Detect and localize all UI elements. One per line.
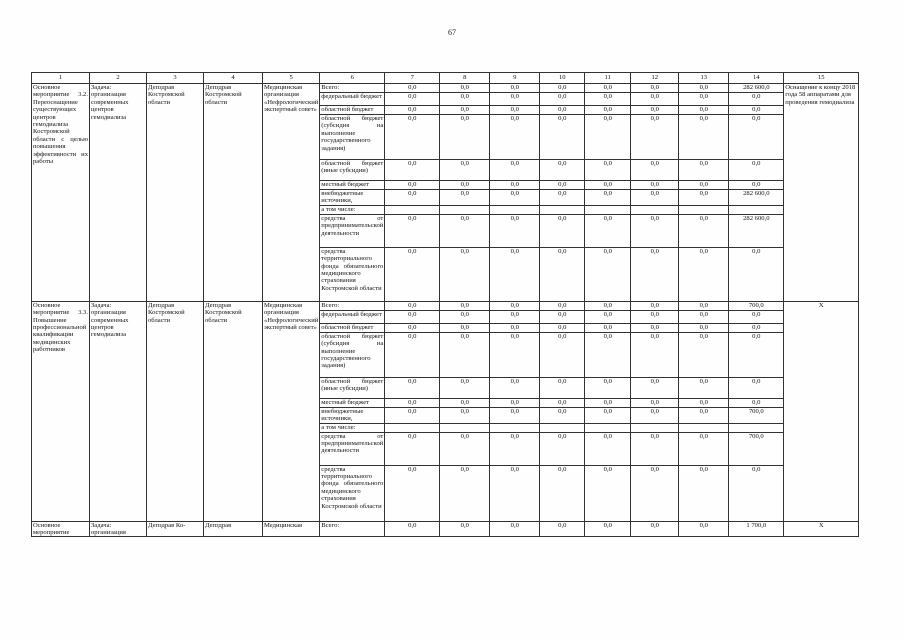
value-cell: 0,0: [385, 432, 440, 465]
value-cell: 0,0: [540, 247, 585, 301]
funding-source-cell: областной бюджет (иные субсидии): [320, 160, 385, 181]
value-cell: [385, 205, 440, 214]
funding-source-cell: федеральный бюджет: [320, 310, 385, 323]
value-cell: 0,0: [540, 398, 585, 407]
value-cell: 0,0: [385, 247, 440, 301]
value-cell: 0,0: [385, 106, 440, 115]
column-header: 3: [147, 73, 204, 84]
value-cell: 0,0: [385, 214, 440, 247]
table-row: [32, 84, 859, 93]
value-cell: 0,0: [679, 377, 729, 398]
coexecutor-cell: Депздрав Костромской области: [204, 84, 263, 302]
value-cell: 0,0: [679, 115, 729, 160]
value-cell: 0,0: [540, 93, 585, 106]
value-cell: 700,0: [729, 432, 784, 465]
value-cell: 0,0: [540, 310, 585, 323]
funding-source-cell: местный бюджет: [320, 398, 385, 407]
funding-source-cell: федеральный бюджет: [320, 93, 385, 106]
value-cell: 0,0: [385, 377, 440, 398]
value-cell: 0,0: [679, 398, 729, 407]
value-cell: [729, 423, 784, 432]
value-cell: 0,0: [679, 301, 729, 310]
program-table: [31, 72, 859, 537]
value-cell: 0,0: [631, 93, 679, 106]
value-cell: 0,0: [540, 323, 585, 332]
value-cell: 0,0: [631, 310, 679, 323]
task-cell: Задача: организация современных центров гемодиализа: [90, 301, 147, 521]
value-cell: 0,0: [631, 301, 679, 310]
value-cell: 0,0: [385, 310, 440, 323]
value-cell: [585, 423, 631, 432]
activity-cell: Основное мероприятие: [32, 521, 90, 537]
column-header: 4: [204, 73, 263, 84]
value-cell: 0,0: [490, 521, 540, 537]
value-cell: 0,0: [729, 310, 784, 323]
value-cell: 0,0: [540, 214, 585, 247]
value-cell: 0,0: [585, 84, 631, 93]
value-cell: 0,0: [585, 407, 631, 423]
value-cell: 0,0: [490, 190, 540, 206]
funding-source-cell: а том числе:: [320, 205, 385, 214]
page-number: 67: [448, 28, 456, 37]
value-cell: 0,0: [385, 115, 440, 160]
header-row: [32, 73, 859, 84]
value-cell: 0,0: [729, 106, 784, 115]
value-cell: 0,0: [440, 190, 490, 206]
value-cell: 0,0: [490, 407, 540, 423]
value-cell: 0,0: [540, 181, 585, 190]
value-cell: 0,0: [729, 398, 784, 407]
value-cell: 0,0: [679, 160, 729, 181]
value-cell: 0,0: [679, 521, 729, 537]
value-cell: [490, 423, 540, 432]
value-cell: 0,0: [440, 115, 490, 160]
value-cell: 0,0: [540, 84, 585, 93]
task-cell: Задача: организация: [90, 521, 147, 537]
value-cell: 0,0: [631, 377, 679, 398]
value-cell: 0,0: [385, 190, 440, 206]
value-cell: 0,0: [729, 115, 784, 160]
value-cell: 0,0: [490, 84, 540, 93]
value-cell: 0,0: [440, 301, 490, 310]
value-cell: 0,0: [440, 323, 490, 332]
value-cell: 0,0: [585, 115, 631, 160]
value-cell: 0,0: [729, 465, 784, 521]
value-cell: 0,0: [440, 465, 490, 521]
value-cell: 0,0: [679, 432, 729, 465]
value-cell: 0,0: [679, 323, 729, 332]
value-cell: 0,0: [679, 332, 729, 377]
value-cell: 0,0: [540, 115, 585, 160]
value-cell: 0,0: [631, 214, 679, 247]
value-cell: 0,0: [729, 323, 784, 332]
column-header: 6: [320, 73, 385, 84]
table-row: [32, 521, 859, 537]
value-cell: 0,0: [490, 115, 540, 160]
participant-cell: Медицинская организация «Нефрологический экспертный совет»: [263, 301, 320, 521]
value-cell: [490, 205, 540, 214]
value-cell: 0,0: [679, 214, 729, 247]
value-cell: 0,0: [729, 332, 784, 377]
funding-source-cell: областной бюджет (субсидия на выполнение государственного задания): [320, 332, 385, 377]
value-cell: 0,0: [385, 407, 440, 423]
funding-source-cell: областной бюджет: [320, 323, 385, 332]
value-cell: 0,0: [385, 84, 440, 93]
value-cell: 0,0: [440, 432, 490, 465]
indicator-cell: X: [784, 521, 859, 537]
executor-cell: Депздрав Костромской области: [147, 301, 204, 521]
funding-source-cell: областной бюджет (иные субсидии): [320, 377, 385, 398]
value-cell: 282 600,0: [729, 190, 784, 206]
value-cell: 0,0: [540, 521, 585, 537]
value-cell: 700,0: [729, 301, 784, 310]
funding-source-cell: областной бюджет (субсидия на выполнение государственного задания): [320, 115, 385, 160]
value-cell: [631, 423, 679, 432]
value-cell: 0,0: [385, 465, 440, 521]
column-header: 12: [631, 73, 679, 84]
value-cell: 0,0: [729, 160, 784, 181]
value-cell: 0,0: [585, 214, 631, 247]
value-cell: 0,0: [540, 106, 585, 115]
funding-source-cell: Всего:: [320, 84, 385, 93]
task-cell: Задача: организация современных центров гемодиализа: [90, 84, 147, 302]
funding-source-cell: средства от предпринимательской деятельности: [320, 214, 385, 247]
participant-cell: Медицинская: [263, 521, 320, 537]
value-cell: [540, 423, 585, 432]
value-cell: 0,0: [490, 160, 540, 181]
value-cell: 0,0: [540, 377, 585, 398]
value-cell: 0,0: [729, 377, 784, 398]
value-cell: 0,0: [631, 465, 679, 521]
value-cell: 0,0: [679, 106, 729, 115]
column-header: 8: [440, 73, 490, 84]
coexecutor-cell: Депздрав Костромской области: [204, 301, 263, 521]
value-cell: 0,0: [679, 190, 729, 206]
value-cell: 0,0: [631, 432, 679, 465]
value-cell: 0,0: [585, 190, 631, 206]
value-cell: 0,0: [385, 301, 440, 310]
value-cell: 0,0: [440, 214, 490, 247]
value-cell: 0,0: [585, 332, 631, 377]
value-cell: 0,0: [729, 93, 784, 106]
value-cell: 0,0: [540, 190, 585, 206]
value-cell: 0,0: [585, 323, 631, 332]
value-cell: 0,0: [490, 93, 540, 106]
value-cell: 0,0: [440, 332, 490, 377]
table-row: [32, 301, 859, 310]
funding-source-cell: Всего:: [320, 301, 385, 310]
value-cell: [440, 423, 490, 432]
value-cell: 0,0: [440, 181, 490, 190]
value-cell: 1 700,0: [729, 521, 784, 537]
value-cell: 0,0: [490, 181, 540, 190]
value-cell: 0,0: [385, 160, 440, 181]
column-header: 1: [32, 73, 90, 84]
value-cell: 0,0: [679, 407, 729, 423]
value-cell: 0,0: [385, 398, 440, 407]
value-cell: 0,0: [440, 377, 490, 398]
value-cell: 0,0: [585, 398, 631, 407]
value-cell: 0,0: [631, 398, 679, 407]
value-cell: 0,0: [679, 93, 729, 106]
value-cell: 0,0: [585, 521, 631, 537]
value-cell: 0,0: [490, 106, 540, 115]
value-cell: 0,0: [679, 84, 729, 93]
value-cell: 0,0: [440, 521, 490, 537]
value-cell: 0,0: [440, 93, 490, 106]
column-header: 5: [263, 73, 320, 84]
value-cell: 0,0: [585, 465, 631, 521]
value-cell: [679, 205, 729, 214]
value-cell: 0,0: [540, 465, 585, 521]
value-cell: 0,0: [631, 190, 679, 206]
funding-source-cell: средства территориального фонда обязательного медицинского страхования Костромской области: [320, 465, 385, 521]
value-cell: 282 600,0: [729, 214, 784, 247]
value-cell: 0,0: [679, 247, 729, 301]
value-cell: 0,0: [585, 301, 631, 310]
value-cell: 700,0: [729, 407, 784, 423]
value-cell: [440, 205, 490, 214]
column-header: 7: [385, 73, 440, 84]
value-cell: 0,0: [385, 323, 440, 332]
value-cell: 0,0: [490, 310, 540, 323]
value-cell: 0,0: [490, 332, 540, 377]
value-cell: 0,0: [490, 377, 540, 398]
value-cell: 0,0: [585, 160, 631, 181]
value-cell: 0,0: [679, 310, 729, 323]
indicator-cell: Оснащение к концу 2018 года 58 аппаратами для проведения гемодиализа: [784, 84, 859, 302]
funding-source-cell: средства от предпринимательской деятельности: [320, 432, 385, 465]
funding-source-cell: областной бюджет: [320, 106, 385, 115]
value-cell: 0,0: [490, 323, 540, 332]
activity-cell: Основное мероприятие 3.2. Переоснащение существующих центров гемодиализа Костромской области с целью повышения эффективности их работы: [32, 84, 90, 302]
value-cell: 0,0: [631, 247, 679, 301]
value-cell: 0,0: [440, 160, 490, 181]
value-cell: 0,0: [585, 106, 631, 115]
value-cell: 0,0: [585, 247, 631, 301]
value-cell: 0,0: [631, 160, 679, 181]
executor-cell: Депздрав Ко-: [147, 521, 204, 537]
column-header: 2: [90, 73, 147, 84]
value-cell: 0,0: [440, 407, 490, 423]
value-cell: 0,0: [585, 181, 631, 190]
value-cell: 0,0: [440, 84, 490, 93]
value-cell: 0,0: [540, 301, 585, 310]
value-cell: [385, 423, 440, 432]
value-cell: 0,0: [631, 84, 679, 93]
funding-source-cell: Всего:: [320, 521, 385, 537]
column-header: 11: [585, 73, 631, 84]
coexecutor-cell: Депздрав: [204, 521, 263, 537]
value-cell: [540, 205, 585, 214]
column-header: 13: [679, 73, 729, 84]
funding-source-cell: а том числе:: [320, 423, 385, 432]
value-cell: [679, 423, 729, 432]
column-header: 9: [490, 73, 540, 84]
value-cell: 0,0: [440, 106, 490, 115]
value-cell: 0,0: [490, 301, 540, 310]
value-cell: [729, 205, 784, 214]
value-cell: 0,0: [385, 93, 440, 106]
value-cell: 0,0: [440, 247, 490, 301]
value-cell: 282 600,0: [729, 84, 784, 93]
column-header: 15: [784, 73, 859, 84]
value-cell: [585, 205, 631, 214]
value-cell: 0,0: [540, 160, 585, 181]
value-cell: 0,0: [679, 181, 729, 190]
value-cell: [631, 205, 679, 214]
value-cell: 0,0: [585, 93, 631, 106]
value-cell: 0,0: [540, 407, 585, 423]
value-cell: 0,0: [679, 465, 729, 521]
value-cell: 0,0: [490, 398, 540, 407]
value-cell: 0,0: [729, 181, 784, 190]
funding-source-cell: местный бюджет: [320, 181, 385, 190]
value-cell: 0,0: [385, 181, 440, 190]
funding-source-cell: внебюджетные источники,: [320, 190, 385, 206]
value-cell: 0,0: [440, 310, 490, 323]
value-cell: 0,0: [440, 398, 490, 407]
value-cell: 0,0: [585, 432, 631, 465]
value-cell: 0,0: [631, 521, 679, 537]
value-cell: 0,0: [631, 181, 679, 190]
value-cell: 0,0: [490, 432, 540, 465]
value-cell: 0,0: [385, 332, 440, 377]
value-cell: 0,0: [585, 377, 631, 398]
activity-cell: Основное мероприятие 3.3. Повышение профессиональной квалификации медицинских работников: [32, 301, 90, 521]
indicator-cell: X: [784, 301, 859, 521]
participant-cell: Медицинская организация «Нефрологический экспертный совет»: [263, 84, 320, 302]
value-cell: 0,0: [585, 310, 631, 323]
funding-source-cell: средства территориального фонда обязательного медицинского страхования Костромской области: [320, 247, 385, 301]
value-cell: 0,0: [540, 432, 585, 465]
value-cell: 0,0: [540, 332, 585, 377]
value-cell: 0,0: [729, 247, 784, 301]
value-cell: 0,0: [490, 214, 540, 247]
value-cell: 0,0: [490, 247, 540, 301]
column-header: 14: [729, 73, 784, 84]
value-cell: 0,0: [631, 407, 679, 423]
value-cell: 0,0: [490, 465, 540, 521]
value-cell: 0,0: [631, 115, 679, 160]
value-cell: 0,0: [631, 332, 679, 377]
funding-source-cell: внебюджетные источники,: [320, 407, 385, 423]
value-cell: 0,0: [631, 106, 679, 115]
column-header: 10: [540, 73, 585, 84]
value-cell: 0,0: [631, 323, 679, 332]
executor-cell: Депздрав Костромской области: [147, 84, 204, 302]
value-cell: 0,0: [385, 521, 440, 537]
